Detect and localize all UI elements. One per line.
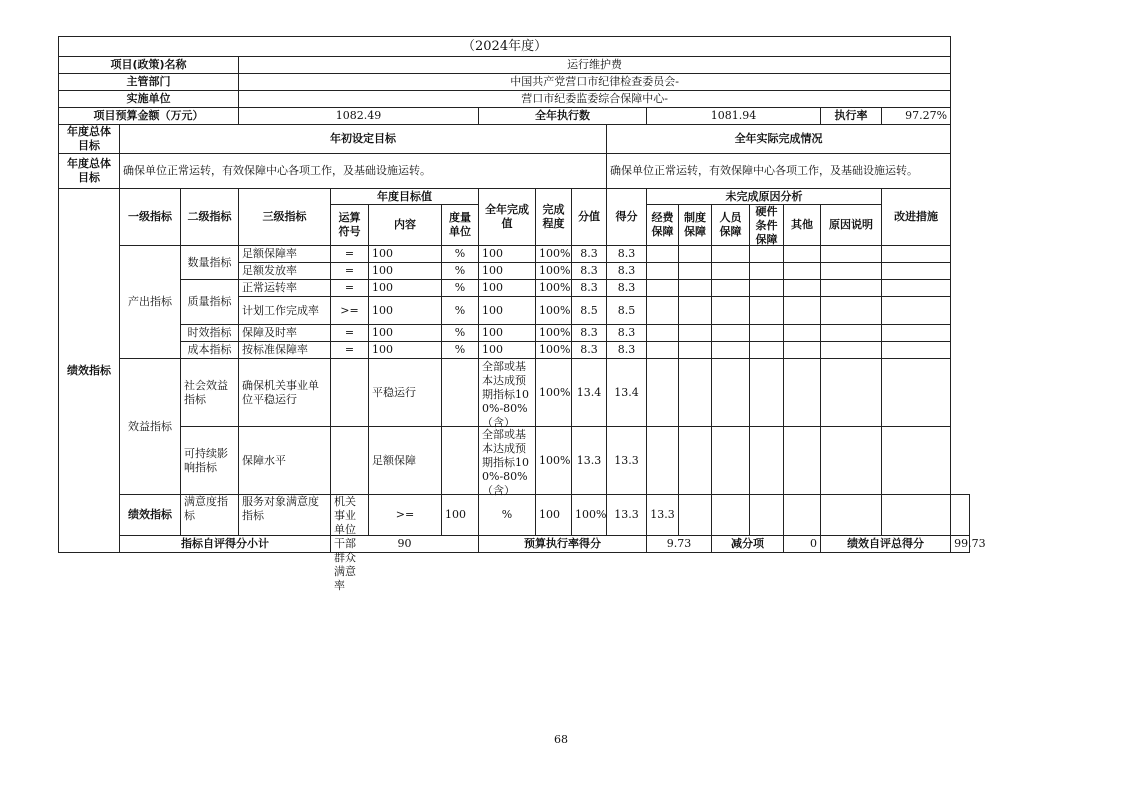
total-value: 99.73	[951, 536, 970, 553]
row-degree: 100%	[536, 280, 572, 297]
row-content: 100	[369, 246, 442, 263]
col-reason-staff: 人员保障	[712, 205, 750, 246]
empty-cell	[750, 359, 784, 427]
empty-cell	[647, 427, 679, 495]
empty-cell	[647, 280, 679, 297]
empty-cell	[784, 325, 821, 342]
benefit-sustain-value: 13.3	[572, 427, 607, 495]
benefit-social-level3: 确保机关事业单位平稳运行	[239, 359, 331, 427]
benefit-social-score: 13.4	[607, 359, 647, 427]
col-unit: 度量单位	[442, 205, 479, 246]
col-improve: 改进措施	[882, 189, 951, 246]
exec-value: 1081.94	[647, 108, 821, 125]
empty-cell	[679, 246, 712, 263]
satisfaction-done: 100	[536, 495, 572, 536]
table-row	[59, 246, 970, 263]
impl-label: 实施单位	[59, 91, 239, 108]
satisfaction-value: 13.3	[607, 495, 647, 536]
project-name: 运行维护费	[239, 57, 951, 74]
empty-cell	[712, 246, 750, 263]
col-content: 内容	[369, 205, 442, 246]
benefit-sustain-degree: 100%	[536, 427, 572, 495]
row-unit: %	[442, 325, 479, 342]
benefit-social-degree: 100%	[536, 359, 572, 427]
satisfaction-score: 13.3	[647, 495, 679, 536]
row-name: 足额发放率	[239, 263, 331, 280]
satisfaction-level3: 机关事业单位干部群众满意率	[334, 495, 356, 592]
output-timeliness: 时效指标	[181, 325, 239, 342]
benefit-sustain-level3: 保障水平	[239, 427, 331, 495]
row-unit: %	[442, 263, 479, 280]
row-name: 保障及时率	[239, 325, 331, 342]
empty-cell	[821, 427, 882, 495]
empty-cell	[750, 263, 784, 280]
row-done: 100	[479, 280, 536, 297]
rate-label: 执行率	[821, 108, 882, 125]
table-row	[59, 342, 970, 359]
empty-cell	[821, 280, 882, 297]
project-name-label: 项目(政策)名称	[59, 57, 239, 74]
empty-cell	[821, 495, 882, 536]
output-quantity: 数量指标	[181, 246, 239, 280]
empty-cell	[882, 325, 951, 342]
row-done: 100	[479, 297, 536, 325]
output-level1: 产出指标	[120, 246, 181, 359]
total-label: 绩效自评总得分	[821, 536, 951, 553]
empty-cell	[647, 246, 679, 263]
col-score-value: 分值	[572, 189, 607, 246]
empty-cell	[821, 342, 882, 359]
row-name: 足额保障率	[239, 246, 331, 263]
benefit-sustain-content: 足额保障	[369, 427, 442, 495]
row-score: 8.3	[607, 246, 647, 263]
empty-cell	[647, 297, 679, 325]
empty-cell	[882, 246, 951, 263]
row-value: 8.3	[572, 342, 607, 359]
row-done: 100	[479, 342, 536, 359]
row-degree: 100%	[536, 325, 572, 342]
empty-cell	[882, 359, 951, 427]
empty-cell	[679, 359, 712, 427]
row-content: 100	[369, 325, 442, 342]
subtotal-value: 90	[331, 536, 479, 553]
empty-cell	[882, 280, 951, 297]
col-level2: 二级指标	[181, 189, 239, 246]
satisfaction-level1-cell	[181, 495, 239, 536]
empty-cell	[679, 427, 712, 495]
empty-cell	[821, 359, 882, 427]
row-value: 8.3	[572, 263, 607, 280]
row-unit: %	[442, 297, 479, 325]
empty-cell	[679, 342, 712, 359]
satisfaction-degree: 100%	[572, 495, 607, 536]
empty-cell	[331, 427, 369, 495]
benefit-social-done-cell	[479, 359, 536, 427]
empty-cell	[647, 325, 679, 342]
deduct-label: 减分项	[712, 536, 784, 553]
empty-cell	[882, 495, 951, 536]
benefit-sustain-done: 全部或基本达成预期指标100%-80%（含）	[482, 428, 529, 497]
output-quality: 质量指标	[181, 280, 239, 325]
empty-cell	[712, 359, 750, 427]
budget-score-label: 预算执行率得分	[479, 536, 647, 553]
row-op: =	[331, 263, 369, 280]
dept-label: 主管部门	[59, 74, 239, 91]
row-degree: 100%	[536, 246, 572, 263]
row-value: 8.3	[572, 280, 607, 297]
table-row	[59, 280, 970, 297]
row-value: 8.3	[572, 246, 607, 263]
row-score: 8.3	[607, 280, 647, 297]
col-reason-system: 制度保障	[679, 205, 712, 246]
row-score: 8.5	[607, 297, 647, 325]
row-done: 100	[479, 325, 536, 342]
col-level1: 一级指标	[120, 189, 181, 246]
satisfaction-level1: 满意度指标	[184, 495, 228, 522]
benefit-social-content: 平稳运行	[369, 359, 442, 427]
empty-cell	[882, 263, 951, 280]
page-number: 68	[554, 733, 568, 746]
row-name: 正常运转率	[239, 280, 331, 297]
deduct-value: 0	[784, 536, 821, 553]
satisfaction-op: >=	[369, 495, 442, 536]
row-op: =	[331, 325, 369, 342]
empty-cell	[784, 263, 821, 280]
empty-cell	[750, 280, 784, 297]
col-reason-fund: 经费保障	[647, 205, 679, 246]
empty-cell	[750, 495, 784, 536]
row-score: 8.3	[607, 342, 647, 359]
satisfaction-perf-label: 绩效指标	[120, 495, 181, 536]
col-done-value: 全年完成值	[479, 189, 536, 246]
actual-goal-label: 全年实际完成情况	[607, 125, 951, 154]
satisfaction-unit: %	[479, 495, 536, 536]
benefit-sustain-done-cell	[479, 427, 536, 495]
empty-cell	[821, 246, 882, 263]
col-annual-target: 年度目标值	[331, 189, 479, 205]
satisfaction-level2-cell	[239, 495, 331, 536]
empty-cell	[750, 246, 784, 263]
empty-cell	[882, 297, 951, 325]
row-value: 8.3	[572, 325, 607, 342]
empty-cell	[712, 325, 750, 342]
table-row	[59, 495, 970, 536]
empty-cell	[750, 325, 784, 342]
empty-cell	[882, 342, 951, 359]
empty-cell	[750, 427, 784, 495]
empty-cell	[712, 297, 750, 325]
satisfaction-level2: 服务对象满意度指标	[242, 495, 319, 522]
empty-cell	[712, 342, 750, 359]
goal-row-label-2: 年度总体目标	[59, 154, 120, 189]
empty-cell	[784, 427, 821, 495]
col-score: 得分	[607, 189, 647, 246]
empty-cell	[679, 325, 712, 342]
empty-cell	[712, 263, 750, 280]
col-reasons: 未完成原因分析	[647, 189, 882, 205]
empty-cell	[821, 297, 882, 325]
impl-value: 营口市纪委监委综合保障中心-	[239, 91, 951, 108]
benefit-sustain-level2: 可持续影响指标	[181, 427, 239, 495]
row-degree: 100%	[536, 263, 572, 280]
benefit-level1: 效益指标	[120, 359, 181, 495]
rate-value: 97.27%	[882, 108, 951, 125]
empty-cell	[712, 495, 750, 536]
empty-cell	[750, 342, 784, 359]
empty-cell	[712, 427, 750, 495]
table-row	[59, 427, 970, 495]
col-level3: 三级指标	[239, 189, 331, 246]
col-reason-hardware-text: 硬件条件保障	[755, 205, 778, 246]
empty-cell	[784, 297, 821, 325]
empty-cell	[784, 359, 821, 427]
empty-cell	[679, 297, 712, 325]
row-op: =	[331, 280, 369, 297]
empty-cell	[784, 342, 821, 359]
perf-indicator-label: 绩效指标	[59, 189, 120, 553]
exec-label: 全年执行数	[479, 108, 647, 125]
row-unit: %	[442, 246, 479, 263]
row-content: 100	[369, 280, 442, 297]
satisfaction-content: 100	[442, 495, 479, 536]
initial-goal-label: 年初设定目标	[120, 125, 607, 154]
row-op: =	[331, 342, 369, 359]
row-op: =	[331, 246, 369, 263]
row-unit: %	[442, 280, 479, 297]
benefit-social-done: 全部或基本达成预期指标100%-80%（含）	[482, 360, 529, 429]
empty-cell	[442, 427, 479, 495]
empty-cell	[679, 263, 712, 280]
empty-cell	[679, 280, 712, 297]
budget-label: 项目预算金额（万元）	[59, 108, 239, 125]
col-reason-other: 其他	[784, 205, 821, 246]
empty-cell	[882, 427, 951, 495]
col-op: 运算符号	[331, 205, 369, 246]
col-reason-hardware	[750, 205, 784, 246]
dept-value: 中国共产党营口市纪律检查委员会-	[239, 74, 951, 91]
initial-goal-text: 确保单位正常运转，有效保障中心各项工作，及基础设施运转。	[120, 154, 607, 189]
budget-value: 1082.49	[239, 108, 479, 125]
performance-evaluation-table	[58, 36, 986, 592]
col-reason-explain: 原因说明	[821, 205, 882, 246]
budget-score-value: 9.73	[647, 536, 712, 553]
row-score: 8.3	[607, 325, 647, 342]
empty-cell	[821, 263, 882, 280]
table-row	[59, 325, 970, 342]
row-content: 100	[369, 263, 442, 280]
benefit-sustain-score: 13.3	[607, 427, 647, 495]
empty-cell	[647, 342, 679, 359]
goal-row-label: 年度总体目标	[59, 125, 120, 154]
row-degree: 100%	[536, 342, 572, 359]
row-name: 按标准保障率	[239, 342, 331, 359]
output-cost: 成本指标	[181, 342, 239, 359]
row-done: 100	[479, 263, 536, 280]
row-value: 8.5	[572, 297, 607, 325]
benefit-social-value: 13.4	[572, 359, 607, 427]
col-degree: 完成程度	[536, 189, 572, 246]
empty-cell	[750, 297, 784, 325]
empty-cell	[712, 280, 750, 297]
empty-cell	[679, 495, 712, 536]
benefit-social-level2: 社会效益指标	[181, 359, 239, 427]
empty-cell	[331, 359, 369, 427]
subtotal-label: 指标自评得分小计	[120, 536, 331, 553]
empty-cell	[951, 495, 970, 536]
empty-cell	[784, 246, 821, 263]
row-content: 100	[369, 297, 442, 325]
row-done: 100	[479, 246, 536, 263]
row-op: >=	[331, 297, 369, 325]
row-unit: %	[442, 342, 479, 359]
table-row	[59, 359, 970, 427]
empty-cell	[442, 359, 479, 427]
empty-cell	[784, 280, 821, 297]
empty-cell	[821, 325, 882, 342]
actual-goal-text: 确保单位正常运转，有效保障中心各项工作，及基础设施运转。	[607, 154, 951, 189]
row-degree: 100%	[536, 297, 572, 325]
year-title: （2024年度）	[59, 37, 951, 57]
empty-cell	[784, 495, 821, 536]
row-score: 8.3	[607, 263, 647, 280]
satisfaction-level3-cell	[331, 495, 369, 592]
empty-cell	[647, 359, 679, 427]
row-content: 100	[369, 342, 442, 359]
row-name: 计划工作完成率	[239, 297, 331, 325]
empty-cell	[647, 263, 679, 280]
